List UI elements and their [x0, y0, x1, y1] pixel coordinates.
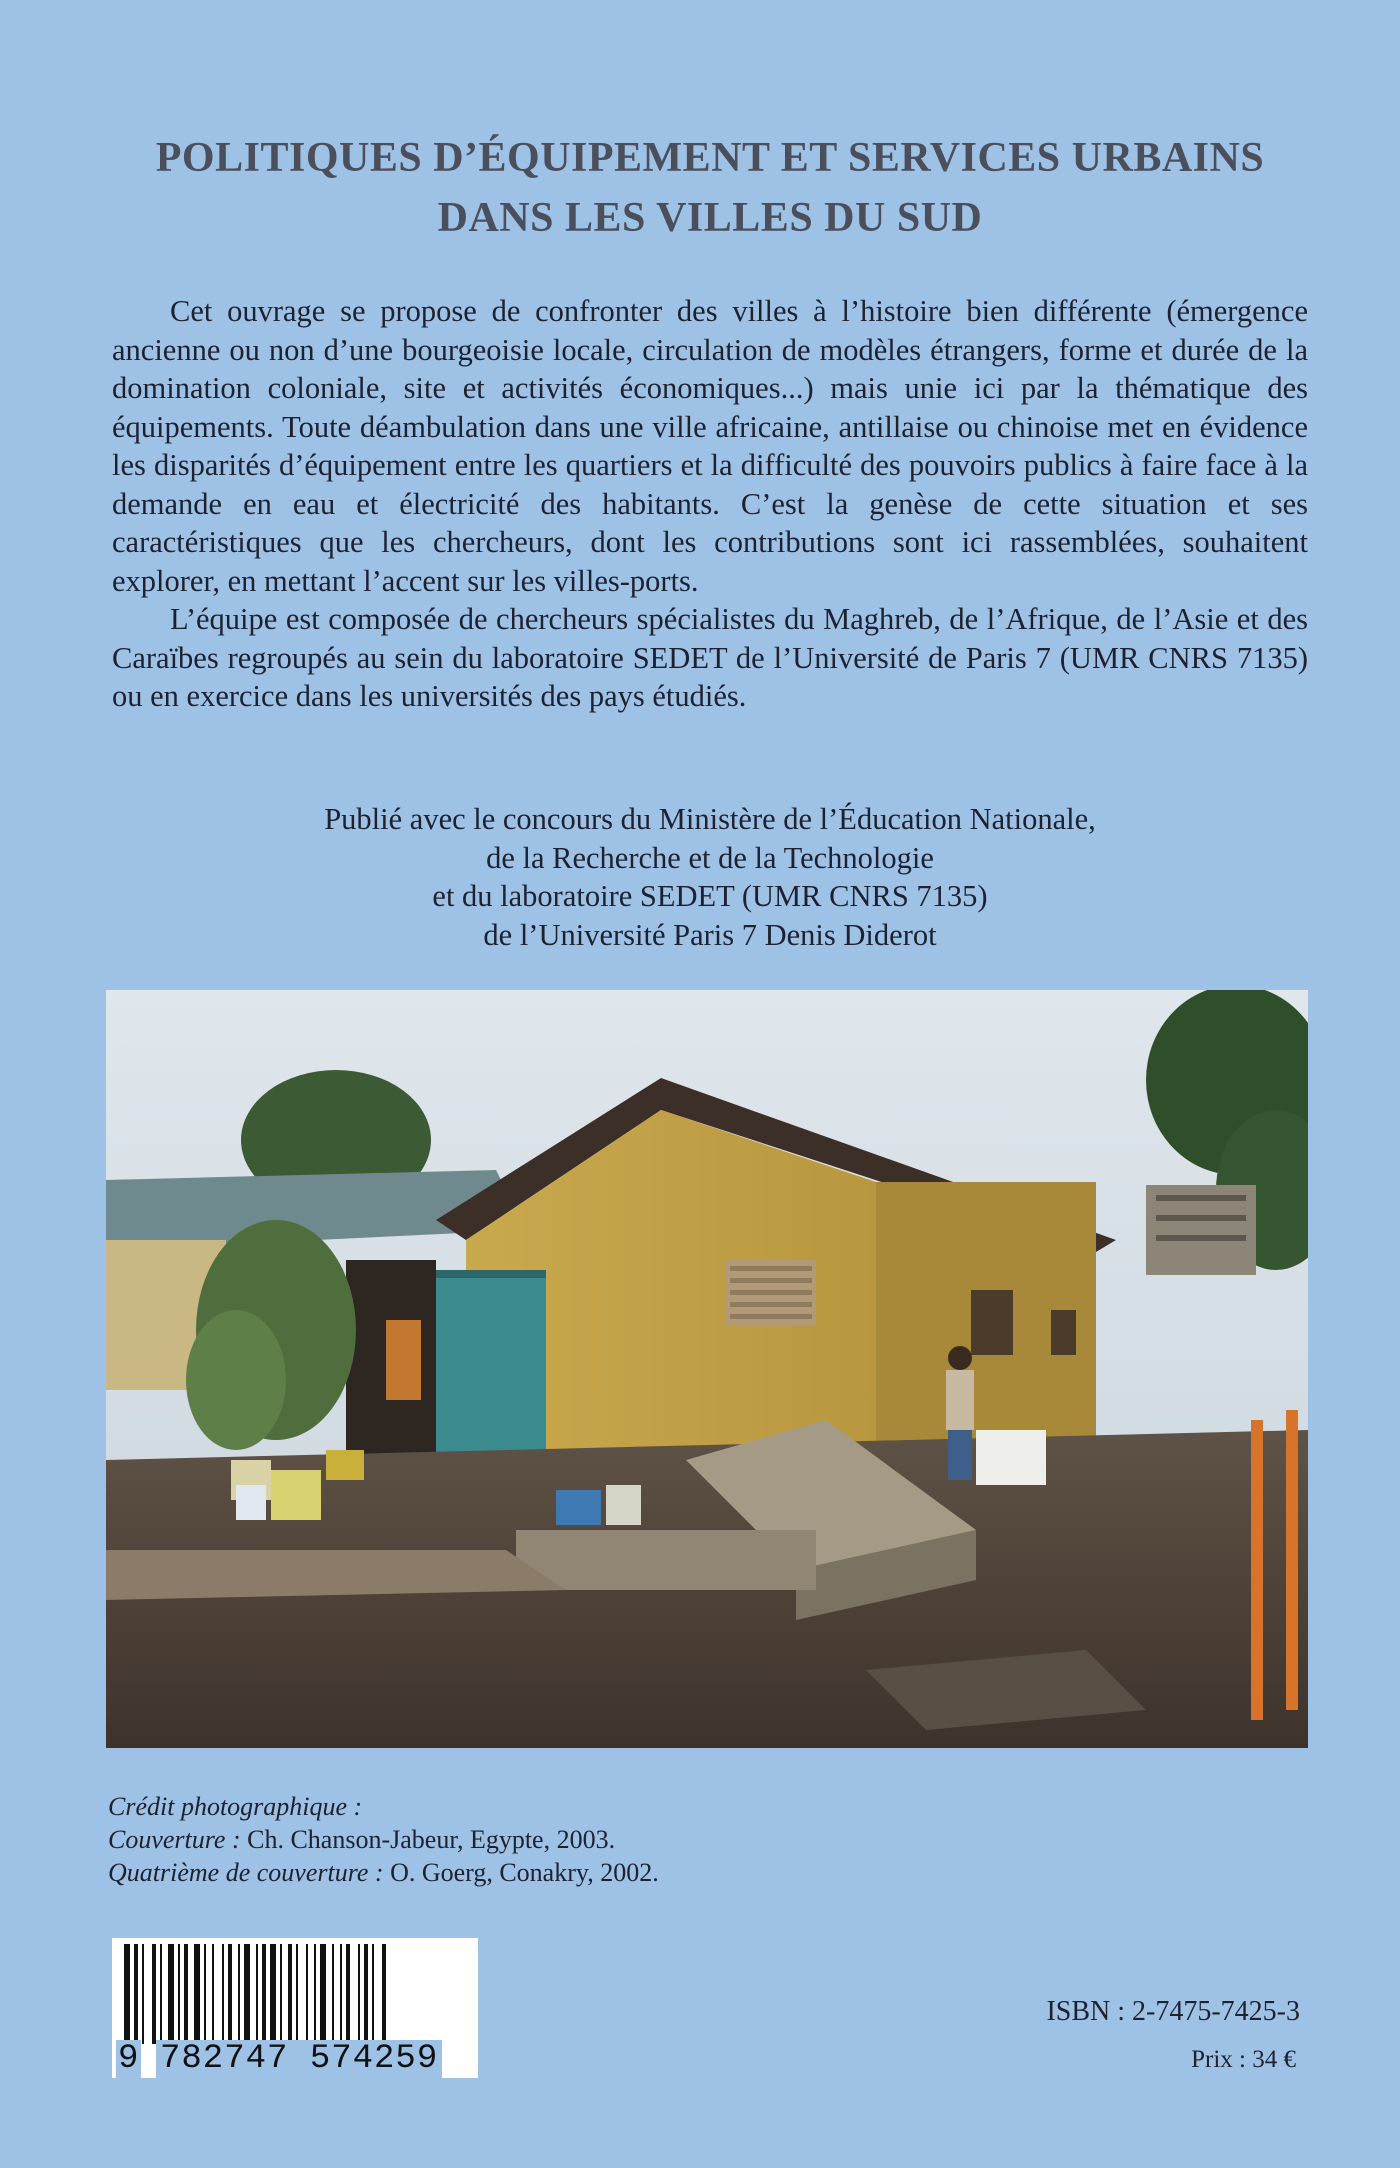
barcode-bar [270, 1944, 276, 2044]
credit-back-value: O. Goerg, Conakry, 2002. [383, 1858, 659, 1887]
barcode-bar [296, 1944, 298, 2044]
barcode-bar [124, 1944, 130, 2044]
barcode-bar [364, 1944, 368, 2044]
credit-cover-label: Couverture : [108, 1825, 241, 1854]
credits-heading: Crédit photographique : [108, 1792, 363, 1821]
barcode-bar [288, 1944, 292, 2044]
barcode-bar [142, 1944, 144, 2044]
barcode-bar [340, 1944, 342, 2044]
barcode-bar [372, 1944, 374, 2044]
publisher-line-3: et du laboratoire SEDET (UMR CNRS 7135) [432, 879, 988, 913]
publisher-line-4: de l’Université Paris 7 Denis Diderot [483, 917, 937, 952]
cover-photo [106, 990, 1308, 1748]
barcode-bar [346, 1944, 350, 2044]
barcode-bar [320, 1944, 326, 2044]
barcode-bar [212, 1944, 214, 2044]
barcode-bar [134, 1944, 138, 2044]
barcode-digits [112, 2040, 478, 2080]
summary-paragraph-1: Cet ouvrage se propose de confronter des villes à l’histoire bien différente (émergence ancienne ou non d’une bourgeoisie locale, circulation de modèles étrangers, forme et durée de la domination coloniale, site et activités économiques...) mais unie ici par la thématique des équipements. Toute déambulation dans une ville africaine, antillaise ou chinoise met en évidence les disparités d’équipement entre les quartiers et la difficulté des pouvoirs publics à faire face à la demande en eau et électricité des habitants. C’est la genèse de cette situation et ses caractéristiques que les chercheurs, dont les contributions sont ici rassemblées, souhaitent explorer, en mettant l’accent sur les villes-ports. [112, 294, 1308, 598]
credit-back-label: Quatrième de couverture : [108, 1858, 384, 1887]
barcode-bar [152, 1944, 156, 2044]
book-title [90, 128, 1330, 248]
credit-cover-value: Ch. Chanson-Jabeur, Egypte, 2003. [240, 1825, 616, 1854]
barcode-bar [160, 1944, 162, 2044]
barcode-number: 782747 574259 [156, 2040, 442, 2078]
street-scene-illustration [106, 990, 1308, 1748]
barcode-bar [194, 1944, 200, 2044]
credit-back-cover [108, 1856, 659, 1889]
barcode-bar [178, 1944, 180, 2044]
publisher-line-1: Publié avec le concours du Ministère de l’Éducation Nationale, [324, 802, 1096, 836]
barcode-bar [244, 1944, 250, 2044]
book-title-line-2: DANS LES VILLES DU SUD [437, 195, 983, 241]
book-title-line-1: POLITIQUES D’ÉQUIPEMENT ET SERVICES URBAINS [155, 135, 1265, 181]
isbn-label: ISBN : 2-7475-7425-3 [1046, 1996, 1300, 2027]
summary-paragraph-2: L’équipe est composée de chercheurs spécialistes du Maghreb, de l’Afrique, de l’Asie et des Caraïbes regroupés au sein du laboratoire SEDET de l’Université de Paris 7 (UMR CNRS 7135) ou en exercice dans les universités des pays étudiés. [112, 602, 1308, 713]
barcode-bar [184, 1944, 188, 2044]
barcode-first-digit: 9 [118, 2040, 140, 2078]
barcode-bar [204, 1944, 206, 2044]
barcode-bar [228, 1944, 232, 2044]
barcode-bar [222, 1944, 224, 2044]
barcode-bar [314, 1944, 316, 2044]
barcode-bar [280, 1944, 282, 2044]
barcode-bar [306, 1944, 308, 2044]
price-label: Prix : 34 € [1191, 2046, 1296, 2073]
credit-cover [108, 1823, 659, 1856]
publisher-notice [90, 800, 1330, 954]
barcode-bar [256, 1944, 258, 2044]
barcode-bar [262, 1944, 266, 2044]
barcode-bar [168, 1944, 174, 2044]
publisher-line-2: de la Recherche et de la Technologie [486, 840, 934, 875]
photo-credits [108, 1790, 659, 1889]
summary-text [112, 292, 1308, 716]
barcode-bar [358, 1944, 360, 2044]
barcode-bar [382, 1944, 386, 2044]
barcode-bar [238, 1944, 240, 2044]
barcode-bar [332, 1944, 334, 2044]
